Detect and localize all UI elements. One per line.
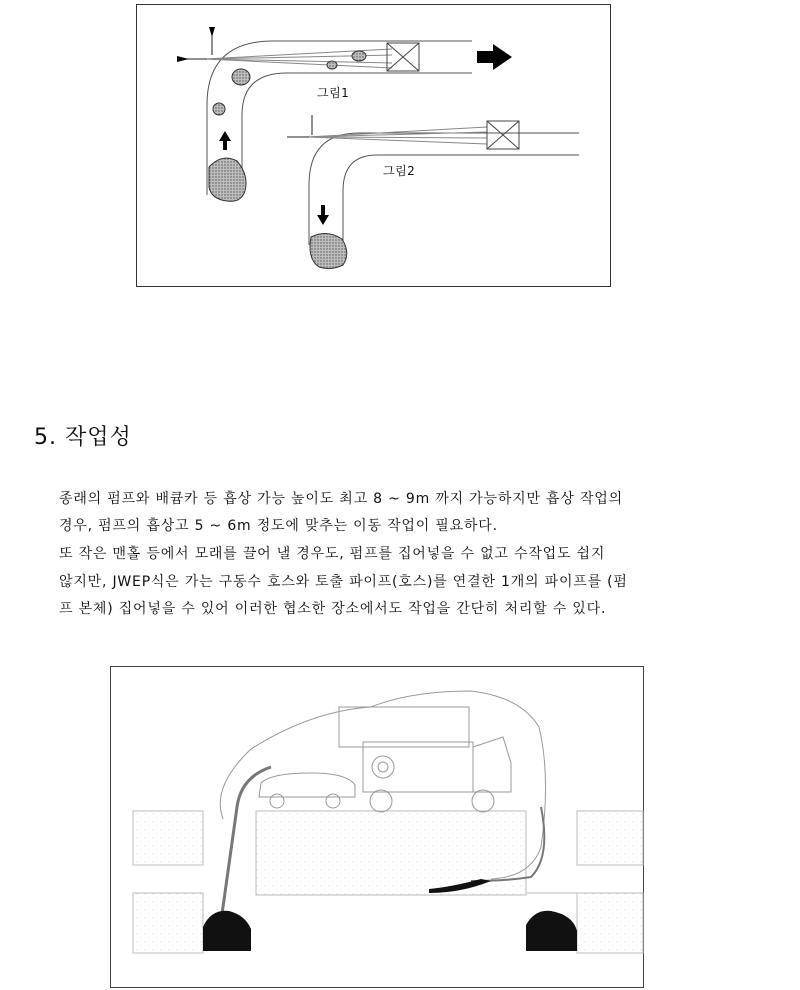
right-arrow-icon [477, 44, 512, 70]
figure-1-label: 그림1 [317, 86, 350, 100]
sand-pile-1 [209, 158, 246, 201]
sand-particle [232, 69, 250, 85]
truck-manhole-figure [110, 666, 644, 988]
sand-particle [213, 103, 225, 115]
sand-pile-2 [310, 233, 347, 268]
elbow-pipe-2 [287, 115, 579, 245]
paragraph-line: 프 본체) 집어넣을 수 있어 이러한 협소한 장소에서도 작업을 간단히 처리할 수 있다. [59, 601, 607, 617]
sludge-right [526, 911, 577, 951]
sludge-left [203, 911, 251, 951]
paragraph-line: 종래의 펌프와 배큠카 등 흡상 가능 높이도 최고 8 ~ 9m 까지 가능하지만 흡상 작업의 [59, 491, 623, 507]
down-arrow-icon [317, 205, 329, 225]
figure-2-label: 그림2 [383, 164, 416, 178]
paragraph-line: 또 작은 맨홀 등에서 모래를 끌어 낼 경우도, 펌프를 집어넣을 수 없고 수작업도 쉽지 [59, 546, 606, 562]
small-car [259, 773, 355, 808]
truck [339, 707, 511, 812]
inlet-arrow-icon [177, 56, 189, 62]
pipe-diagram-figure [136, 4, 611, 287]
section-title: 5. 작업성 [34, 425, 132, 450]
paragraph-line: 않지만, JWEP식은 가는 구동수 호스와 토출 파이프(호스)를 연결한 1개의 파이프를 (펌 [59, 574, 628, 590]
sand-particle [327, 61, 337, 69]
paragraph-line: 경우, 펌프의 흡상고 5 ~ 6m 정도에 맞추는 이동 작업이 필요하다. [59, 518, 498, 534]
up-arrow-icon [219, 131, 231, 150]
small-arrow-down-icon [209, 27, 215, 37]
pipe-diagram-drawing [137, 5, 612, 288]
sand-particle [352, 51, 366, 61]
truck-manhole-drawing [111, 667, 645, 989]
